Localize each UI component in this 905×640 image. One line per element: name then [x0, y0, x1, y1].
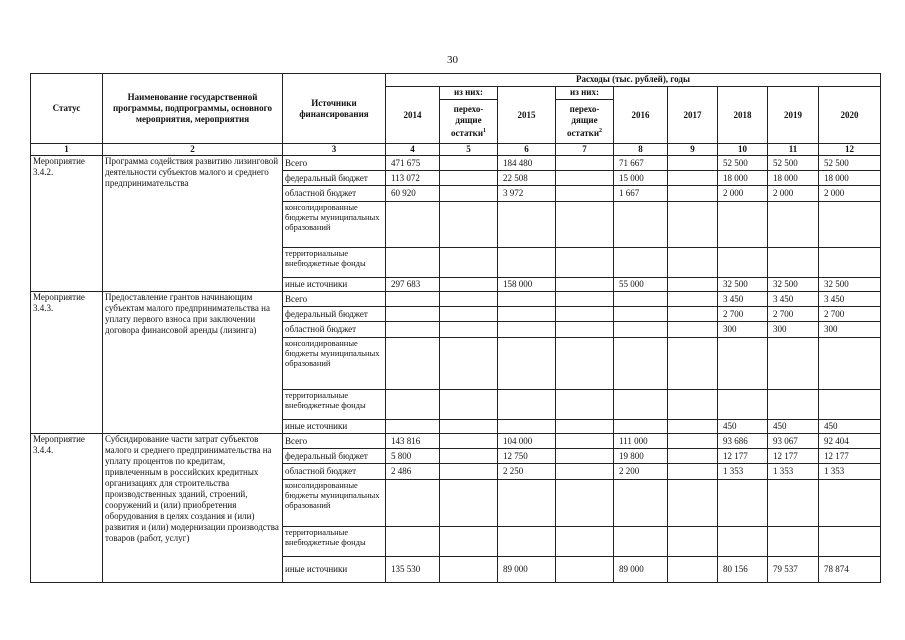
table-cell [768, 338, 819, 390]
funding-source: федеральный бюджет [283, 307, 386, 322]
table-cell [498, 322, 556, 338]
table-cell: 158 000 [498, 278, 556, 292]
table-cell [668, 390, 718, 420]
column-numbers-row [31, 144, 881, 156]
table-cell: 18 000 [718, 171, 768, 186]
table-cell: 135 530 [386, 557, 440, 583]
column-number: 12 [819, 144, 881, 156]
table-cell [386, 292, 440, 307]
column-number: 9 [668, 144, 718, 156]
funding-source: консолидированные бюджеты муниципальных образований [283, 338, 386, 390]
table-cell [819, 480, 881, 527]
table-cell: 78 874 [819, 557, 881, 583]
column-number: 8 [614, 144, 668, 156]
table-cell [440, 202, 498, 248]
column-number: 2 [103, 144, 283, 156]
table-cell: 2 700 [768, 307, 819, 322]
funding-source: областной бюджет [283, 464, 386, 480]
table-cell [768, 480, 819, 527]
header-2014: 2014 [386, 87, 440, 144]
table-cell [556, 292, 614, 307]
table-cell: 2 200 [614, 464, 668, 480]
table-cell: 3 450 [819, 292, 881, 307]
table-cell: 2 700 [819, 307, 881, 322]
table-cell [440, 338, 498, 390]
column-number: 4 [386, 144, 440, 156]
table-cell [668, 248, 718, 278]
table-cell: 450 [819, 420, 881, 434]
table-cell: 111 000 [614, 434, 668, 449]
column-number: 7 [556, 144, 614, 156]
table-cell: 92 404 [819, 434, 881, 449]
column-number: 6 [498, 144, 556, 156]
table-cell [386, 390, 440, 420]
table-cell: 12 177 [819, 449, 881, 464]
table-cell [668, 292, 718, 307]
table-cell [556, 464, 614, 480]
table-cell: 18 000 [819, 171, 881, 186]
table-cell: 104 000 [498, 434, 556, 449]
table-cell [668, 449, 718, 464]
table-cell [819, 202, 881, 248]
table-cell [668, 527, 718, 557]
table-cell [668, 322, 718, 338]
table-cell: 12 177 [768, 449, 819, 464]
table-cell [668, 464, 718, 480]
activity-name: Предоставление грантов начинающим субъектам малого предпринимательства на уплату первого взноса при заключении договора финансовой аренды (лизинга) [103, 292, 283, 434]
table-cell: 12 177 [718, 449, 768, 464]
table-cell [556, 557, 614, 583]
table-cell [556, 278, 614, 292]
column-number: 3 [283, 144, 386, 156]
table-cell [498, 248, 556, 278]
table-cell [440, 420, 498, 434]
table-cell: 55 000 [614, 278, 668, 292]
table-cell [556, 248, 614, 278]
table-cell [668, 338, 718, 390]
table-cell: 300 [718, 322, 768, 338]
table-cell: 2 000 [768, 186, 819, 202]
table-cell: 52 500 [768, 156, 819, 171]
table-cell: 1 667 [614, 186, 668, 202]
table-cell [556, 338, 614, 390]
header-2015: 2015 [498, 87, 556, 144]
table-cell [768, 390, 819, 420]
table-cell [614, 248, 668, 278]
header-2019: 2019 [768, 87, 819, 144]
budget-table [30, 73, 881, 583]
activity-name: Субсидирование части затрат субъектов малого и среднего предпринимательства на уплату процентов по кредитам, привлеченным в российских кредитных организациях для строительства производственных зданий, строений, сооружений и (или) приобретения оборудования в целях создания и (или) развития и (или) модернизации производства товаров (работ, услуг) [103, 434, 283, 583]
header-transit-1: перехо-дящие остатки$^1$ [440, 100, 498, 144]
table-cell: 71 667 [614, 156, 668, 171]
header-name: Наименование государственной программы, подпрограммы, основного мероприятия, мероприятия [103, 74, 283, 144]
table-cell [498, 420, 556, 434]
table-cell: 89 000 [498, 557, 556, 583]
header-status: Статус [31, 74, 103, 144]
table-cell: 450 [718, 420, 768, 434]
table-cell [498, 480, 556, 527]
table-cell [556, 390, 614, 420]
table-cell [556, 186, 614, 202]
table-cell [556, 420, 614, 434]
table-cell [440, 248, 498, 278]
table-cell: 2 700 [718, 307, 768, 322]
table-cell [440, 292, 498, 307]
table-cell [614, 202, 668, 248]
table-cell: 300 [768, 322, 819, 338]
table-cell [440, 307, 498, 322]
table-cell [768, 248, 819, 278]
table-cell: 2 250 [498, 464, 556, 480]
table-cell: 5 800 [386, 449, 440, 464]
header-of-which-1: из них: [440, 87, 498, 100]
funding-source: федеральный бюджет [283, 171, 386, 186]
table-cell [386, 420, 440, 434]
table-cell [668, 480, 718, 527]
table-cell [718, 248, 768, 278]
table-cell: 3 450 [768, 292, 819, 307]
table-cell: 2 000 [819, 186, 881, 202]
table-cell: 143 816 [386, 434, 440, 449]
table-cell: 1 353 [718, 464, 768, 480]
table-cell [498, 390, 556, 420]
table-cell [718, 480, 768, 527]
funding-source: консолидированные бюджеты муниципальных образований [283, 202, 386, 248]
header-2020: 2020 [819, 87, 881, 144]
table-cell [440, 434, 498, 449]
column-number: 5 [440, 144, 498, 156]
table-cell [668, 557, 718, 583]
table-cell [668, 434, 718, 449]
table-cell [614, 307, 668, 322]
table-cell: 52 500 [819, 156, 881, 171]
funding-source: Всего [283, 434, 386, 449]
table-cell [556, 171, 614, 186]
table-cell [386, 338, 440, 390]
table-cell [668, 278, 718, 292]
table-cell: 184 480 [498, 156, 556, 171]
table-cell [718, 527, 768, 557]
table-cell [614, 322, 668, 338]
table-cell [440, 527, 498, 557]
activity-name: Программа содействия развитию лизинговой деятельности субъектов малого и среднего предпринимательства [103, 156, 283, 292]
table-cell [440, 278, 498, 292]
table-cell [819, 390, 881, 420]
table-cell [386, 480, 440, 527]
table-cell [498, 338, 556, 390]
funding-source: иные источники [283, 557, 386, 583]
activity-status: Мероприятие 3.4.4. [31, 434, 103, 583]
funding-source: областной бюджет [283, 186, 386, 202]
table-cell [556, 527, 614, 557]
table-cell [498, 527, 556, 557]
table-cell [440, 390, 498, 420]
table-cell: 19 800 [614, 449, 668, 464]
table-cell: 3 450 [718, 292, 768, 307]
header-of-which-2: из них: [556, 87, 614, 100]
table-cell: 32 500 [718, 278, 768, 292]
table-cell [498, 292, 556, 307]
header-2017: 2017 [668, 87, 718, 144]
table-cell [440, 557, 498, 583]
table-cell [668, 186, 718, 202]
table-cell: 12 750 [498, 449, 556, 464]
table-cell: 450 [768, 420, 819, 434]
table-cell: 15 000 [614, 171, 668, 186]
table-cell [614, 420, 668, 434]
table-cell: 32 500 [819, 278, 881, 292]
table-cell [556, 434, 614, 449]
table-cell: 32 500 [768, 278, 819, 292]
table-cell [556, 156, 614, 171]
table-cell [440, 156, 498, 171]
table-cell: 2 486 [386, 464, 440, 480]
funding-source: Всего [283, 292, 386, 307]
table-cell: 52 500 [718, 156, 768, 171]
table-cell [819, 248, 881, 278]
table-cell [614, 480, 668, 527]
table-cell [556, 202, 614, 248]
header-2016: 2016 [614, 87, 668, 144]
table-cell: 1 353 [819, 464, 881, 480]
funding-source: иные источники [283, 420, 386, 434]
table-row [31, 156, 881, 171]
funding-source: иные источники [283, 278, 386, 292]
table-cell: 300 [819, 322, 881, 338]
table-cell [614, 527, 668, 557]
table-cell: 60 920 [386, 186, 440, 202]
table-cell [440, 186, 498, 202]
column-number: 11 [768, 144, 819, 156]
table-cell [819, 338, 881, 390]
table-cell [668, 171, 718, 186]
table-cell: 3 972 [498, 186, 556, 202]
table-cell [386, 202, 440, 248]
funding-source: Всего [283, 156, 386, 171]
table-cell [819, 527, 881, 557]
table-cell [718, 390, 768, 420]
table-cell: 93 067 [768, 434, 819, 449]
table-cell: 113 072 [386, 171, 440, 186]
table-cell [386, 322, 440, 338]
column-number: 1 [31, 144, 103, 156]
table-cell [440, 449, 498, 464]
table-cell [556, 322, 614, 338]
table-cell [668, 202, 718, 248]
funding-source: территориальные внебюджетные фонды [283, 390, 386, 420]
table-cell [556, 449, 614, 464]
table-cell [668, 420, 718, 434]
table-cell: 79 537 [768, 557, 819, 583]
table-cell: 297 683 [386, 278, 440, 292]
table-cell [718, 202, 768, 248]
table-cell: 471 675 [386, 156, 440, 171]
table-cell [440, 171, 498, 186]
table-cell [386, 307, 440, 322]
header-transit-2: перехо-дящие остатки$^2$ [556, 100, 614, 144]
table-cell [768, 527, 819, 557]
table-cell: 1 353 [768, 464, 819, 480]
table-cell [386, 527, 440, 557]
table-cell: 2 000 [718, 186, 768, 202]
table-cell [614, 390, 668, 420]
column-number: 10 [718, 144, 768, 156]
activity-status: Мероприятие 3.4.3. [31, 292, 103, 434]
header-sources: Источники финансирования [283, 74, 386, 144]
table-cell [440, 322, 498, 338]
table-row [31, 434, 881, 449]
funding-source: территориальные внебюджетные фонды [283, 527, 386, 557]
table-cell [768, 202, 819, 248]
page-number: 30 [447, 54, 458, 66]
table-cell [556, 480, 614, 527]
table-cell: 93 686 [718, 434, 768, 449]
funding-source: областной бюджет [283, 322, 386, 338]
table-cell: 22 508 [498, 171, 556, 186]
table-cell [498, 307, 556, 322]
table-cell [498, 202, 556, 248]
table-cell [556, 307, 614, 322]
funding-source: федеральный бюджет [283, 449, 386, 464]
table-cell: 80 156 [718, 557, 768, 583]
table-cell [718, 338, 768, 390]
table-cell [668, 307, 718, 322]
table-cell [386, 248, 440, 278]
funding-source: консолидированные бюджеты муниципальных образований [283, 480, 386, 527]
table-cell: 18 000 [768, 171, 819, 186]
table-cell [440, 480, 498, 527]
table-cell [668, 156, 718, 171]
table-cell [614, 292, 668, 307]
funding-source: территориальные внебюджетные фонды [283, 248, 386, 278]
header-2018: 2018 [718, 87, 768, 144]
activity-status: Мероприятие 3.4.2. [31, 156, 103, 292]
table-row [31, 292, 881, 307]
table-cell: 89 000 [614, 557, 668, 583]
table-cell [614, 338, 668, 390]
header-expenses: Расходы (тыс. рублей), годы [386, 74, 881, 87]
table-cell [440, 464, 498, 480]
